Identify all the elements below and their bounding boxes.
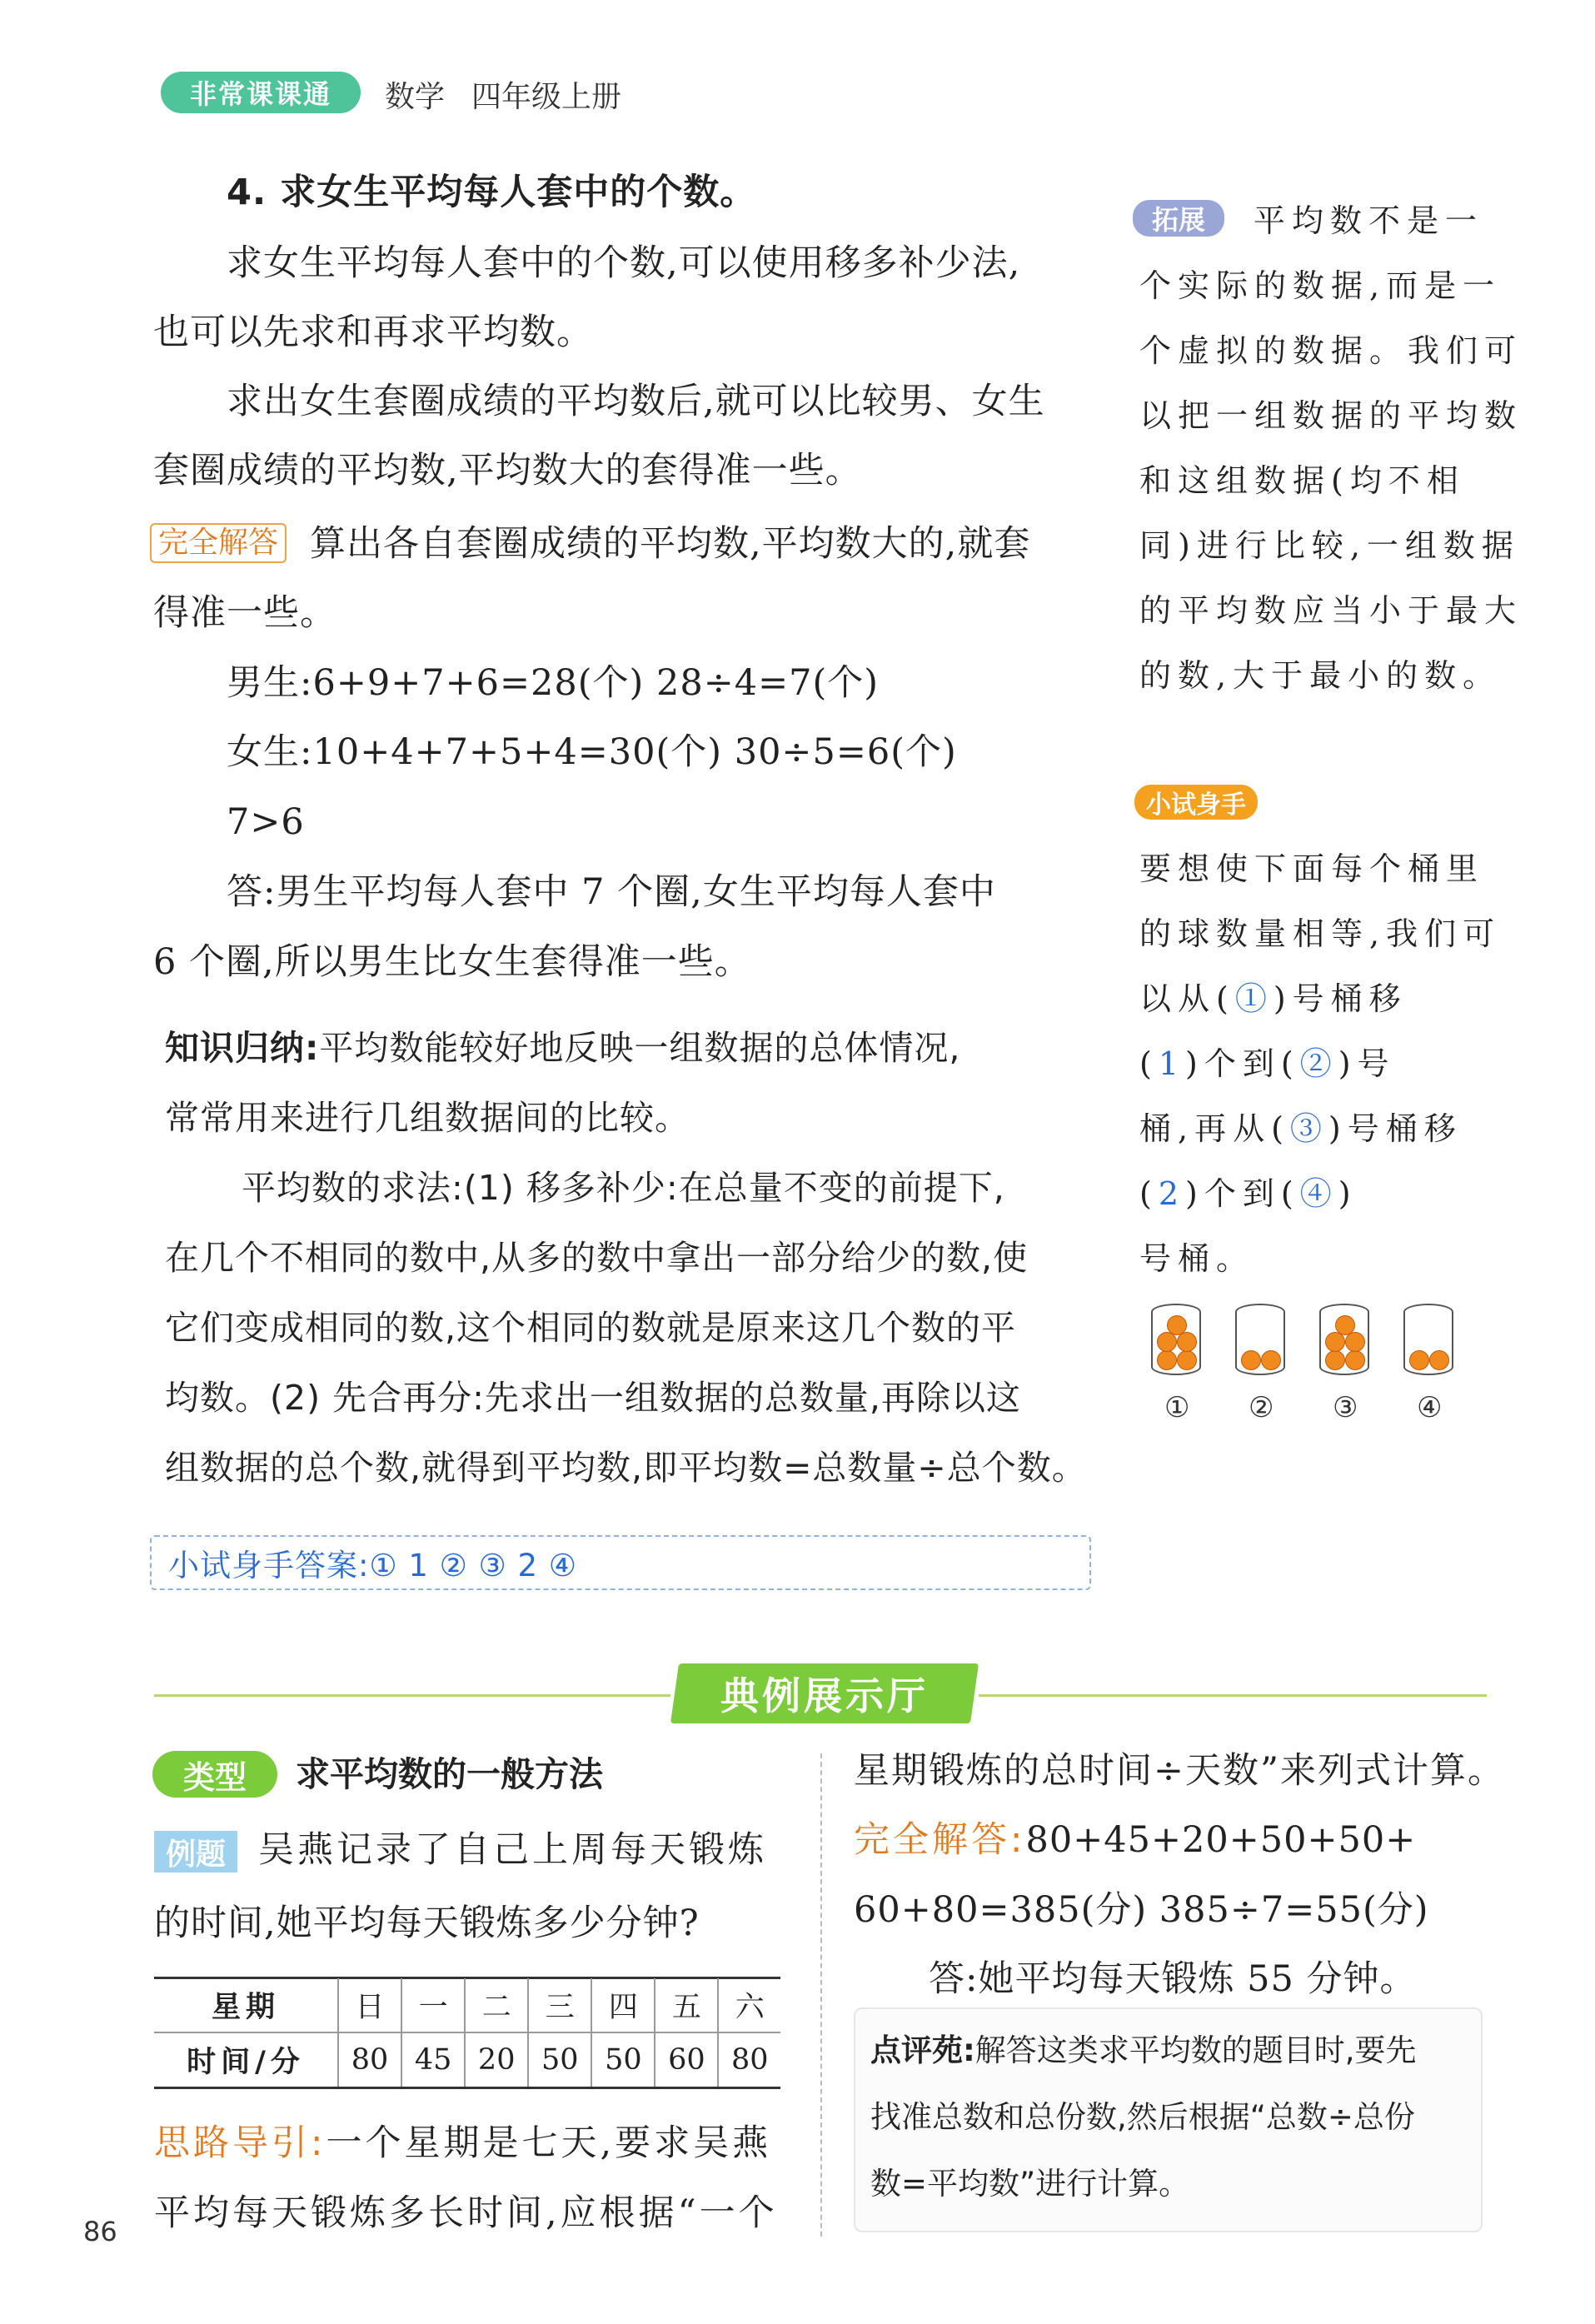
try-line2: 的球数量相等,我们可	[1139, 915, 1502, 952]
table-cell: 80	[338, 2032, 401, 2087]
table-cell: 六	[718, 1978, 780, 2032]
extend-line4: 以把一组数据的平均数	[1139, 397, 1523, 434]
banner-line-left	[154, 1694, 670, 1697]
table-cell: 60	[655, 2032, 718, 2087]
type-tag: 类型	[152, 1751, 277, 1798]
guide-line1: 思路导引:一个星期是七天,要求吴燕	[154, 2122, 772, 2164]
method-line5: 组数据的总个数,就得到平均数,即平均数=总数量÷总个数。	[165, 1448, 1087, 1488]
table-cell: 一	[401, 1978, 465, 2032]
table-row	[154, 2032, 780, 2087]
p2-line2: 套圈成绩的平均数,平均数大的套得准一些。	[153, 450, 862, 491]
table-row	[154, 1978, 780, 2032]
right-answer: 答:她平均每天锻炼 55 分钟。	[929, 1958, 1417, 2000]
grade-label: 四年级上册	[471, 80, 622, 114]
answer-line2: 6 个圈,所以男生比女生套得准一些。	[153, 941, 751, 983]
full-answer-tag: 完全解答	[150, 523, 287, 563]
method-line4: 均数。(2) 先合再分:先求出一组数据的总数量,再除以这	[165, 1378, 1021, 1418]
type-title: 求平均数的一般方法	[296, 1754, 603, 1794]
bucket-label-2: ②	[1249, 1391, 1274, 1424]
table-head: 星期	[154, 1978, 338, 2032]
p1-line2: 也可以先求和再求平均数。	[153, 312, 593, 353]
table-cell: 四	[591, 1978, 655, 2032]
series-badge: 非常课课通	[161, 72, 361, 113]
extend-line5: 和这组数据(均不相	[1139, 462, 1465, 499]
method-line2: 在几个不相同的数中,从多的数中拿出一部分给少的数,使	[165, 1238, 1029, 1278]
try-line4: (1)个到(②)号	[1139, 1045, 1396, 1082]
table-cell: 50	[591, 2032, 655, 2087]
extend-tag: 拓展	[1133, 200, 1224, 237]
right-full-answer-line1: 完全解答:80+45+20+50+50+	[854, 1819, 1417, 1861]
table-cell: 五	[655, 1978, 718, 2032]
review-line3: 数=平均数”进行计算。	[870, 2166, 1190, 2202]
try-line5: 桶,再从(③)号桶移	[1139, 1110, 1463, 1147]
bucket-2	[1235, 1304, 1285, 1375]
item4-title: 4. 求女生平均每人套中的个数。	[227, 172, 757, 213]
extend-line3: 个虚拟的数据。我们可	[1139, 332, 1523, 369]
p2-line1: 求出女生套圈成绩的平均数后,就可以比较男、女生	[227, 381, 1045, 422]
table-head: 时间/分	[187, 2046, 305, 2079]
bucket-4	[1403, 1304, 1453, 1375]
full-answer-line2: 得准一些。	[153, 592, 336, 634]
review-box	[854, 2007, 1483, 2232]
table-cell: 45	[401, 2032, 465, 2087]
knowledge-line1: 知识归纳:平均数能较好地反映一组数据的总体情况,	[165, 1028, 961, 1068]
try-line6: (2)个到(④)	[1139, 1175, 1358, 1212]
p1-line1: 求女生平均每人套中的个数,可以使用移多补少法,	[227, 242, 1021, 284]
bucket-3	[1319, 1304, 1369, 1375]
bucket-label-3: ③	[1333, 1391, 1358, 1424]
section-banner: 典例展示厅	[670, 1663, 979, 1723]
table-cell: 80	[718, 2032, 780, 2087]
try-answer-box: 小试身手答案:① 1 ② ③ 2 ④	[150, 1535, 1091, 1590]
knowledge-line2: 常常用来进行几组数据间的比较。	[165, 1098, 690, 1138]
review-line1: 点评苑:解答这类求平均数的题目时,要先	[870, 2032, 1417, 2068]
try-line3: 以从(①)号桶移	[1139, 980, 1408, 1017]
extend-line7: 的平均数应当小于最大	[1139, 592, 1523, 629]
bucket-label-1: ①	[1164, 1391, 1190, 1424]
try-line1: 要想使下面每个桶里	[1139, 850, 1485, 887]
right-full-answer-line2: 60+80=385(分) 385÷7=55(分)	[854, 1889, 1429, 1931]
extend-line8: 的数,大于最小的数。	[1139, 657, 1502, 694]
table-bottom-rule	[154, 2087, 780, 2089]
extend-line1: 平均数不是一	[1254, 202, 1484, 239]
guide-line2: 平均每天锻炼多长时间,应根据“一个	[154, 2192, 778, 2234]
compare: 7>6	[227, 801, 305, 843]
answer-line1: 答:男生平均每人套中 7 个圈,女生平均每人套中	[227, 871, 996, 913]
try-tag: 小试身手	[1134, 785, 1258, 820]
table-cell: 20	[465, 2032, 528, 2087]
example-tag: 例题	[154, 1831, 237, 1873]
example-line2: 的时间,她平均每天锻炼多少分钟?	[154, 1903, 700, 1944]
try-line7: 号桶。	[1139, 1240, 1255, 1277]
girls-calc: 女生:10+4+7+5+4=30(个) 30÷5=6(个)	[227, 731, 957, 773]
full-answer-line1: 算出各自套圈成绩的平均数,平均数大的,就套	[310, 523, 1031, 565]
extend-line2: 个实际的数据,而是一	[1139, 267, 1502, 304]
table-cell: 三	[528, 1978, 591, 2032]
right-line1: 星期锻炼的总时间÷天数”来列式计算。	[854, 1750, 1506, 1792]
exercise-table	[154, 1978, 780, 2087]
example-line1: 吴燕记录了自己上周每天锻炼	[258, 1829, 767, 1871]
table-cell: 日	[338, 1978, 401, 2032]
method-line1: 平均数的求法:(1) 移多补少:在总量不变的前提下,	[242, 1168, 1005, 1208]
boys-calc: 男生:6+9+7+6=28(个) 28÷4=7(个)	[227, 662, 880, 704]
page-number: 86	[83, 2216, 117, 2247]
bucket-label-4: ④	[1417, 1391, 1443, 1424]
bucket-1	[1151, 1304, 1201, 1375]
table-cell: 二	[465, 1978, 528, 2032]
method-line3: 它们变成相同的数,这个相同的数就是原来这几个数的平	[165, 1308, 1017, 1348]
extend-line6: 同)进行比较,一组数据	[1139, 527, 1520, 564]
subject-label: 数学	[385, 80, 446, 114]
banner-line-right	[979, 1694, 1487, 1697]
review-line2: 找准总数和总份数,然后根据“总数÷总份	[870, 2099, 1415, 2135]
table-cell: 50	[528, 2032, 591, 2087]
column-divider	[820, 1753, 822, 2237]
